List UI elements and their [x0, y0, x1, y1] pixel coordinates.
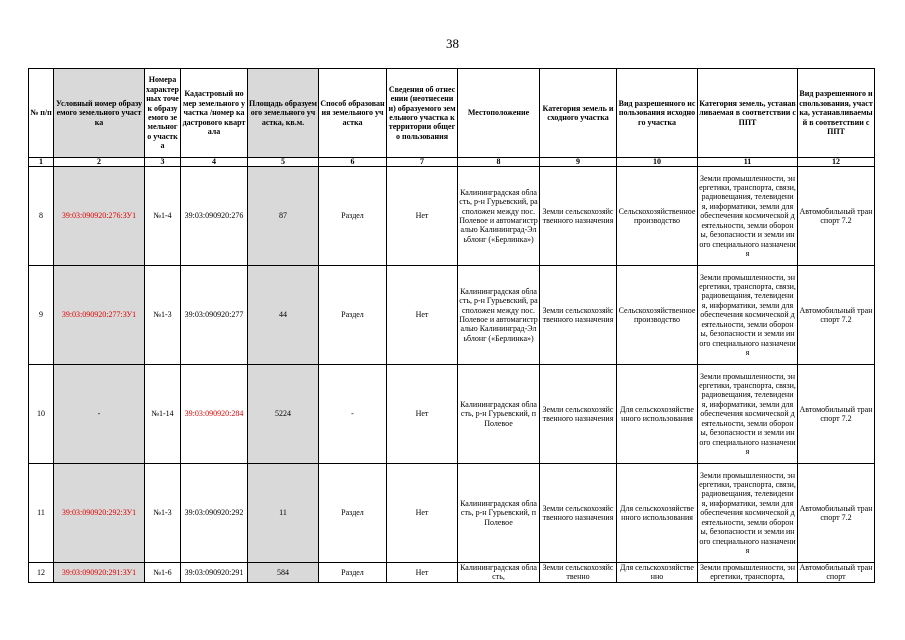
col-header-src-category: Категория земель исходного участка — [540, 69, 617, 158]
table-row — [29, 464, 875, 563]
col-header-new-category: Категория земель, устанавливаемая в соответствии с ППТ — [698, 69, 798, 158]
cell-new-category: Земли промышленности, энергетики, транспорта, связи, радиовещания, телевидения, информатики, земли для обеспечения космической деятельности, земли обороны, безопасности и земли иного специального назначения — [698, 464, 798, 563]
header-row — [29, 69, 875, 158]
column-number: 1 — [29, 158, 54, 167]
column-number: 6 — [319, 158, 387, 167]
column-number: 11 — [698, 158, 798, 167]
cell-cadastral: 39:03:090920:276 — [181, 167, 248, 266]
cell-points: №1-4 — [145, 167, 181, 266]
col-header-number: № п/п — [29, 69, 54, 158]
cell-points: №1-3 — [145, 266, 181, 365]
cell-conditional-number: 39:03:090920:276:ЗУ1 — [54, 167, 145, 266]
cell-conditional-number: - — [54, 365, 145, 464]
cell-location: Калининградская область, р-н Гурьевский, п Полевое — [458, 464, 540, 563]
cell-src-category: Земли сельскохозяйственного назначения — [540, 167, 617, 266]
cell-conditional-number: 39:03:090920:291:ЗУ1 — [54, 563, 145, 583]
cell-area: 87 — [248, 167, 319, 266]
cell-src-use: Для сельскохозяйственного использования — [617, 464, 698, 563]
cell-method: Раздел — [319, 563, 387, 583]
col-header-public: Сведения об отнесении (неотнесении) образуемого земельного участка к территории общего пользования — [387, 69, 458, 158]
col-header-area: Площадь образуемого земельного участка, кв.м. — [248, 69, 319, 158]
cell-points: №1-6 — [145, 563, 181, 583]
cell-points: №1-14 — [145, 365, 181, 464]
cell-new-category: Земли промышленности, энергетики, транспорта, связи, радиовещания, телевидения, информатики, земли для обеспечения космической деятельности, земли обороны, безопасности и земли иного специального назначения — [698, 266, 798, 365]
cell-area: 44 — [248, 266, 319, 365]
column-number: 9 — [540, 158, 617, 167]
cell-points: №1-3 — [145, 464, 181, 563]
column-number-row — [29, 158, 875, 167]
cell-public: Нет — [387, 266, 458, 365]
cell-number: 10 — [29, 365, 54, 464]
cell-src-use: Сельскохозяйственное производство — [617, 266, 698, 365]
cell-new-use: Автомобильный транспорт 7.2 — [798, 464, 875, 563]
cell-new-use: Автомобильный транспорт 7.2 — [798, 365, 875, 464]
cell-area: 5224 — [248, 365, 319, 464]
cell-src-use: Для сельскохозяйственного использования — [617, 365, 698, 464]
col-header-method: Способ образования земельного участка — [319, 69, 387, 158]
table-row — [29, 167, 875, 266]
cell-location: Калининградская область, р-н Гурьевский, расположен между пос. Полевое и автомагистралью Калининград-Эльблонг («Берлинка») — [458, 167, 540, 266]
cell-method: - — [319, 365, 387, 464]
column-number: 5 — [248, 158, 319, 167]
cell-location: Калининградская область, — [458, 563, 540, 583]
cell-public: Нет — [387, 563, 458, 583]
cell-number: 11 — [29, 464, 54, 563]
table-row — [29, 563, 875, 583]
cell-number: 9 — [29, 266, 54, 365]
cell-number: 8 — [29, 167, 54, 266]
col-header-points: Номера характерных точек образуемого земельного участка — [145, 69, 181, 158]
cell-method: Раздел — [319, 464, 387, 563]
column-number: 4 — [181, 158, 248, 167]
land-plots-table — [28, 68, 875, 583]
cell-area: 584 — [248, 563, 319, 583]
col-header-cadastral: Кадастровый номер земельного участка /номер кадастрового квартала — [181, 69, 248, 158]
table-row — [29, 365, 875, 464]
column-number: 10 — [617, 158, 698, 167]
cell-src-category: Земли сельскохозяйственного назначения — [540, 266, 617, 365]
cell-cadastral: 39:03:090920:284 — [181, 365, 248, 464]
cell-src-category: Земли сельскохозяйственно — [540, 563, 617, 583]
col-header-src-use: Вид разрешенного использования исходного участка — [617, 69, 698, 158]
cell-location: Калининградская область, р-н Гурьевский, расположен между пос. Полевое и автомагистралью Калининград-Эльблонг («Берлинка») — [458, 266, 540, 365]
column-number: 3 — [145, 158, 181, 167]
cell-method: Раздел — [319, 266, 387, 365]
cell-conditional-number: 39:03:090920:292:ЗУ1 — [54, 464, 145, 563]
cell-src-use: Сельскохозяйственное производство — [617, 167, 698, 266]
cell-cadastral: 39:03:090920:292 — [181, 464, 248, 563]
cell-new-use: Автомобильный транспорт 7.2 — [798, 266, 875, 365]
page-number: 38 — [446, 36, 459, 51]
cell-new-category: Земли промышленности, энергетики, транспорта, — [698, 563, 798, 583]
column-number: 2 — [54, 158, 145, 167]
cell-new-use: Автомобильный транспорт 7.2 — [798, 167, 875, 266]
column-number: 8 — [458, 158, 540, 167]
cell-cadastral: 39:03:090920:291 — [181, 563, 248, 583]
cell-public: Нет — [387, 167, 458, 266]
cell-src-category: Земли сельскохозяйственного назначения — [540, 365, 617, 464]
cell-public: Нет — [387, 365, 458, 464]
col-header-location: Местоположение — [458, 69, 540, 158]
cell-conditional-number: 39:03:090920:277:ЗУ1 — [54, 266, 145, 365]
cell-new-category: Земли промышленности, энергетики, транспорта, связи, радиовещания, телевидения, информатики, земли для обеспечения космической деятельности, земли обороны, безопасности и земли иного специального назначения — [698, 365, 798, 464]
column-number: 12 — [798, 158, 875, 167]
cell-new-category: Земли промышленности, энергетики, транспорта, связи, радиовещания, телевидения, информатики, земли для обеспечения космической деятельности, земли обороны, безопасности и земли иного специального назначения — [698, 167, 798, 266]
col-header-new-use: Вид разрешенного использования, участка, устанавливаемый в соответствии с ППТ — [798, 69, 875, 158]
cell-src-category: Земли сельскохозяйственного назначения — [540, 464, 617, 563]
cell-public: Нет — [387, 464, 458, 563]
cell-area: 11 — [248, 464, 319, 563]
cell-method: Раздел — [319, 167, 387, 266]
column-number: 7 — [387, 158, 458, 167]
col-header-conditional-number: Условный номер образуемого земельного участка — [54, 69, 145, 158]
table-row — [29, 266, 875, 365]
cell-location: Калининградская область, р-н Гурьевский, п Полевое — [458, 365, 540, 464]
cell-cadastral: 39:03:090920:277 — [181, 266, 248, 365]
cell-src-use: Для сельскохозяйственно — [617, 563, 698, 583]
cell-number: 12 — [29, 563, 54, 583]
cell-new-use: Автомобильный транспорт — [799, 563, 873, 582]
